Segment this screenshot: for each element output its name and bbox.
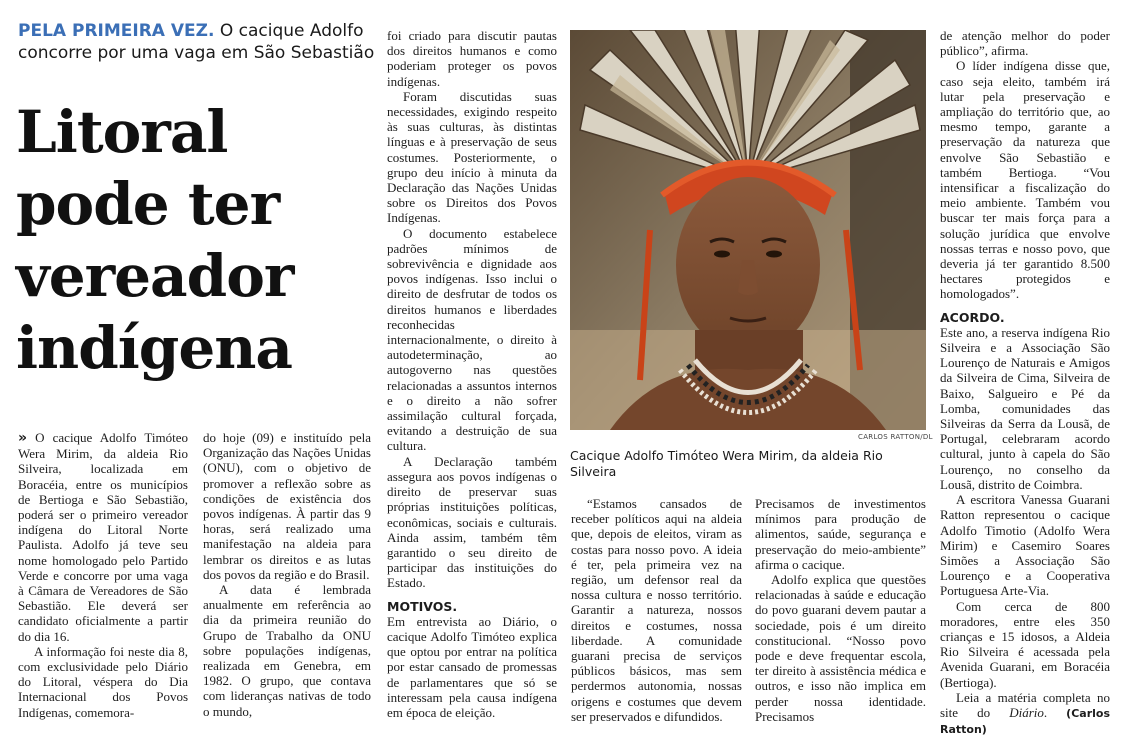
headline (16, 96, 376, 384)
paragraph: Este ano, a reserva indígena Rio Silveira e a Associação São Lourenço de Naturais e Amigos da Silveira de Cima, Silveira de Baixo, Salgueiro e Pé da Lomba, comunidades das Silveiras da Serra da Lousã, de Portugal, celebraram acordo cultural, junto à capela do São Lourenço, no conselho da Lousã, distrito de Coimbra. (940, 324, 1110, 492)
photo-caption: Cacique Adolfo Timóteo Wera Mirim, da aldeia Rio Silveira (570, 448, 883, 479)
headline-line-3: vereador (16, 242, 294, 310)
closing-text: Leia a matéria completa no site do (940, 689, 1110, 720)
article-column-5 (755, 496, 926, 724)
paragraph: O líder indígena disse que, caso seja eleito, também irá lutar pela preservação e ampliação do território que, ao mesmo tempo, garante a preservação da natureza que envolve São Sebastião e também Bertioga. “Vou intensificar a fiscalização do meio ambiente. Também vou buscar ter mais força para a solução jurídica que envolve nossas terras e nosso povo, que deveria já ter garantido 8.500 hectares protegidos e homologados”. (940, 58, 1110, 302)
paragraph: foi criado para discutir pautas dos direitos humanos e como poderiam proteger os povos indígenas. (387, 28, 557, 89)
paragraph: A informação foi neste dia 8, com exclusividade pelo Diário do Litoral, véspera do Dia Internacional dos Povos Indígenas, comemora- (18, 643, 188, 720)
kicker-text: O cacique Adolfo concorre por uma vaga em São Sebastião (18, 21, 375, 63)
kicker-lead: PELA PRIMEIRA VEZ. (18, 21, 215, 41)
paragraph: Adolfo explica que questões relacionadas à saúde e educação do povo guarani devem pautar a sociedade, pois é um direito constitucional. “Nosso povo pode e deve frequentar escola, ter direito à assistência médica e outros, e isso não implica em perder nossa identidade. Precisamos (755, 572, 926, 724)
paragraph: A data é lembrada anualmente em referência ao dia da primeira reunião do Grupo de Trabalho da ONU sobre populações indígenas, realizada em Genebra, em 1982. O grupo, que contava com lideranças nativas de todo o mundo, (203, 582, 371, 719)
section-heading-motivos: MOTIVOS. (387, 598, 458, 614)
cacique-photo (570, 30, 926, 430)
article-column-2 (203, 430, 371, 719)
paragraph: A escritora Vanessa Guarani Ratton representou o cacique Adolfo Timotio (Adolfo Wera Mirim) e Casemiro Soares Simões a Associação São Lourenço e a Cooperativa Portuguesa Arte-Via. (940, 492, 1110, 599)
headline-line-2: pode ter (16, 170, 280, 238)
lead-paragraph (18, 430, 188, 644)
paragraph: O documento estabelece padrões mínimos de sobrevivência e dignidade aos povos indígenas. Isso inclui o direito de desfrutar de todos os direitos humanos e liberdades reconhecidas internacionalmente, o direito à autodeterminação, ao autogoverno nas questões relacionadas a assuntos internos e o direito a não sofrer assimilação cultural forçada, evitando a destruição de sua cultura. (387, 225, 557, 454)
paragraph: Com cerca de 800 moradores, entre eles 350 crianças e 15 idosos, a Aldeia Rio Silveira é acessada pela Avenida Guarani, em Boracéia (Bertioga). (940, 598, 1110, 690)
paragraph: Em entrevista ao Diário, o cacique Adolfo Timóteo explica que optou por entrar na política por estar cansado de promessas de parlamentares que só se interessam pela causa indígena em época de eleição. (387, 613, 557, 720)
article-column-4 (571, 496, 742, 724)
lead-text: O cacique Adolfo Timóteo Wera Mirim, da aldeia Rio Silveira, localizada em Boracéia, entre os municípios de Bertioga e São Sebastião, poderá ser o primeiro vereador indígena do Litoral Norte Paulista. Adolfo já teve seu nome homologado pelo Partido Verde e concorre por uma vaga à Câmara de Vereadores de São Sebastião. Ele deverá ser candidato oficialmente a partir do dia 16. (18, 430, 188, 644)
closing-punct: . (1043, 704, 1067, 720)
lead-chevron-icon: » (18, 430, 28, 446)
paragraph: A Declaração também assegura aos povos indígenas o direito de preservar suas próprias instituições políticas, econômicas, sociais e culturais. Ainda assim, também têm garantido o seu direito de participar das instituições do Estado. (387, 453, 557, 591)
kicker (18, 20, 378, 64)
portrait-illustration (570, 30, 926, 430)
article-column-3 (387, 28, 557, 720)
headline-line-1: Litoral (16, 98, 228, 166)
site-name: Diário (1009, 704, 1044, 720)
photo-credit: CARLOS RATTON/DL (858, 433, 933, 441)
headline-line-4: indígena (16, 314, 292, 382)
closing-paragraph (940, 690, 1110, 738)
paragraph: Precisamos de investimentos mínimos para produção de alimentos, saúde, segurança e preservação do meio-ambiente” afirma o cacique. (755, 496, 926, 572)
paragraph: Foram discutidas suas necessidades, exigindo respeito às suas culturas, às distintas línguas e à preservação de seus costumes. Posteriormente, o grupo deu início à minuta da Declaração das Nações Unidas sobre os Direitos dos Povos Indígenas. (387, 88, 557, 226)
author-credit: (Carlos Ratton) (940, 706, 1110, 737)
section-heading-acordo: ACORDO. (940, 309, 1005, 325)
paragraph: “Estamos cansados de receber políticos aqui na aldeia que, depois de eleitos, viram as costas para nosso povo. A ideia é ter, pela primeira vez na região, um defensor real da nossa cultura e nosso território. Garantir a natureza, nossos direitos e costumes, nossa liberdade. A comunidade guarani precisa de serviços públicos básicos, mas sem perdermos autonomia, nossas origens e costumes que devem ser preservados e difundidos. (571, 496, 742, 724)
paragraph: de atenção melhor do poder público”, afirma. (940, 28, 1110, 59)
article-column-1 (18, 430, 188, 720)
paragraph: do hoje (09) e instituído pela Organização das Nações Unidas (ONU), com o objetivo de promover a reflexão sobre as condições de existência dos povos indígenas. À partir das 9 horas, será realizado uma manifestação na aldeia para lembrar os direitos e as lutas dos povos da região e do Brasil. (203, 430, 371, 582)
article-column-6 (940, 28, 1110, 737)
